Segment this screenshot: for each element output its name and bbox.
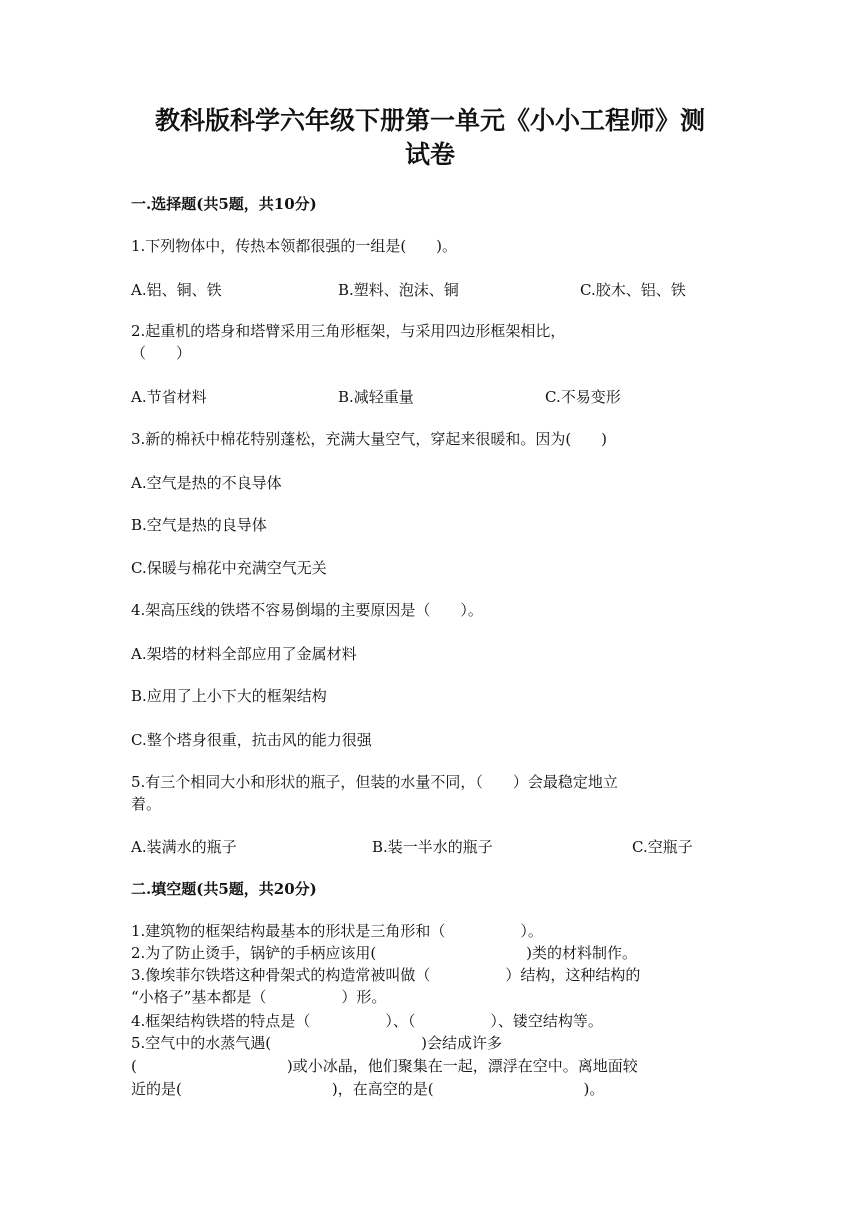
question-3-option-b: B.空气是热的良导体 (131, 516, 267, 534)
question-5-option-a: A.装满水的瓶子 (131, 838, 237, 856)
fill-line-2: 2.为了防止烫手，锅铲的手柄应该用( )类的材料制作。 (131, 944, 638, 962)
question-2-stem-line-2: （ ） (131, 344, 192, 362)
fill-line-6: 5.空气中的水蒸气遇( )会结成许多 (131, 1034, 503, 1052)
question-2-option-c: C.不易变形 (545, 388, 621, 406)
fill-line-1: 1.建筑物的框架结构最基本的形状是三角形和（ ）。 (131, 922, 543, 940)
question-2-option-b: B.减轻重量 (338, 388, 414, 406)
question-2-option-a: A.节省材料 (131, 388, 207, 406)
question-1-option-b: B.塑料、泡沫、铜 (338, 281, 459, 299)
question-5-stem-line-2: 着。 (131, 795, 162, 813)
fill-line-5: 4.框架结构铁塔的特点是（ ）、（ ）、镂空结构等。 (131, 1012, 603, 1030)
question-2-stem-line-1: 2.起重机的塔身和塔臂采用三角形框架，与采用四边形框架相比， (131, 322, 566, 340)
question-1-option-a: A.铝、铜、铁 (131, 281, 222, 299)
section-heading-choice: 一.选择题(共5题，共10分) (131, 195, 317, 213)
question-4-option-c: C.整个塔身很重，抗击风的能力很强 (131, 731, 372, 749)
fill-line-8: 近的是( )，在高空的是( )。 (131, 1080, 605, 1098)
fill-line-4: “小格子”基本都是（ ）形。 (131, 988, 387, 1006)
fill-line-7: ( )或小冰晶，他们聚集在一起，漂浮在空中。离地面较 (131, 1057, 638, 1075)
question-1-stem: 1.下列物体中，传热本领都很强的一组是( )。 (131, 237, 458, 255)
section-heading-fill-in: 二.填空题(共5题，共20分) (131, 880, 317, 898)
title-line-1: 教科版科学六年级下册第一单元《小小工程师》测 (154, 106, 705, 135)
question-1-option-c: C.胶木、铝、铁 (580, 281, 686, 299)
question-4-stem: 4.架高压线的铁塔不容易倒塌的主要原因是（ ）。 (131, 601, 483, 619)
page-title (120, 104, 740, 172)
question-5-option-b: B.装一半水的瓶子 (372, 838, 493, 856)
question-4-option-a: A.架塔的材料全部应用了金属材料 (131, 645, 357, 663)
question-5-stem-line-1: 5.有三个相同大小和形状的瓶子，但装的水量不同，（ ）会最稳定地立 (131, 773, 618, 791)
question-3-option-a: A.空气是热的不良导体 (131, 474, 282, 492)
fill-line-3: 3.像埃菲尔铁塔这种骨架式的构造常被叫做（ ）结构，这种结构的 (131, 966, 641, 984)
question-4-option-b: B.应用了上小下大的框架结构 (131, 687, 327, 705)
question-3-option-c: C.保暖与棉花中充满空气无关 (131, 559, 327, 577)
title-line-2: 试卷 (404, 140, 455, 169)
question-3-stem: 3.新的棉袄中棉花特别蓬松，充满大量空气，穿起来很暖和。因为( ) (131, 430, 608, 448)
question-5-option-c: C.空瓶子 (632, 838, 693, 856)
